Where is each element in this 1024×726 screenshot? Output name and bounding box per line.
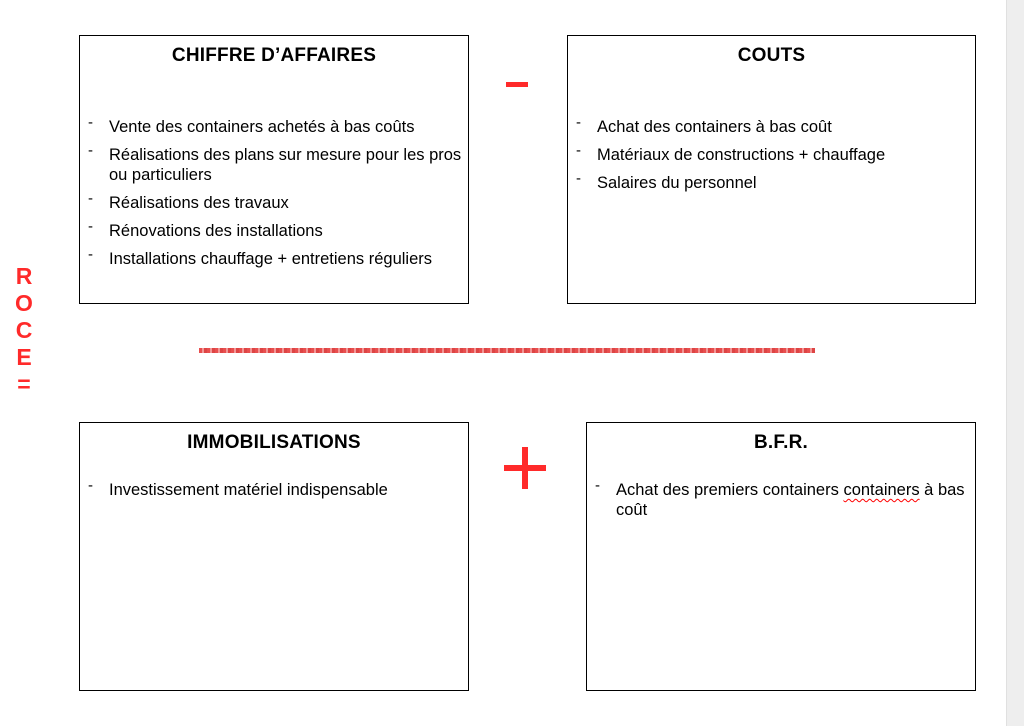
fraction-line	[199, 348, 815, 353]
plus-sign	[504, 447, 546, 489]
chiffre-affaires-title: CHIFFRE D’AFFAIRES	[171, 45, 377, 66]
roce-label	[11, 263, 37, 398]
roce-letter-o: O	[15, 290, 33, 316]
list-item: - Rénovations des installations	[80, 221, 468, 241]
roce-letter-r: R	[15, 263, 33, 289]
roce-equals: =	[17, 371, 31, 397]
spellcheck-flagged-word[interactable]: containers	[843, 481, 920, 499]
list-item: - Réalisations des travaux	[80, 193, 468, 213]
vertical-scrollbar[interactable]	[1006, 0, 1024, 726]
bfr-box	[586, 422, 976, 691]
roce-letter-e: E	[16, 344, 32, 370]
list-item: - Installations chauffage + entretiens réguliers	[80, 249, 468, 269]
chiffre-affaires-box	[79, 35, 469, 304]
bfr-item-prefix: Achat des premiers containers	[616, 481, 844, 499]
immobilisations-list	[80, 480, 468, 500]
bfr-item-suffix: à bas coût	[616, 481, 965, 519]
bfr-list	[587, 480, 975, 520]
list-item: - Achat des containers à bas coût	[568, 117, 975, 137]
chiffre-affaires-list	[80, 117, 468, 269]
list-item: - Réalisations des plans sur mesure pour les pros ou particuliers	[80, 145, 468, 185]
list-item: - Investissement matériel indispensable	[80, 480, 468, 500]
roce-letter-c: C	[15, 317, 33, 343]
couts-title: COUTS	[737, 45, 806, 66]
list-item: - Matériaux de constructions + chauffage	[568, 145, 975, 165]
immobilisations-title: IMMOBILISATIONS	[187, 432, 361, 453]
minus-sign	[506, 82, 528, 87]
couts-list	[568, 117, 975, 193]
bfr-title: B.F.R.	[754, 432, 808, 453]
list-item: - Salaires du personnel	[568, 173, 975, 193]
list-item: - Vente des containers achetés à bas coûts	[80, 117, 468, 137]
list-item	[587, 480, 975, 520]
immobilisations-box	[79, 422, 469, 691]
couts-box	[567, 35, 976, 304]
